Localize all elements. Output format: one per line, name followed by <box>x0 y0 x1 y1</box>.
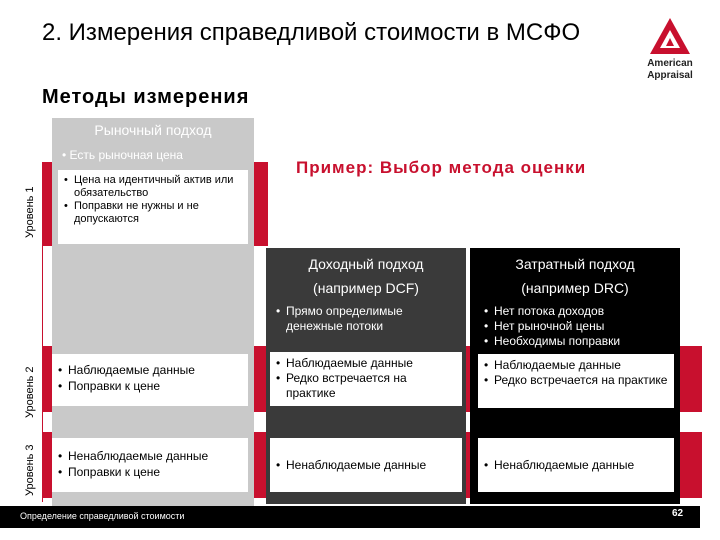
logo-line2: Appraisal <box>647 70 693 81</box>
list-item: • Редко встречается на практике <box>276 371 456 401</box>
cost-level3-box <box>478 438 674 492</box>
list-item: • Нет рыночной цены <box>484 319 674 334</box>
list-item: • Цена на идентичный актив или обязательство <box>64 174 242 200</box>
market-approach-header: Рыночный подход <box>94 122 212 138</box>
list-item: • Поправки к цене <box>58 464 242 480</box>
level-1-label: Уровень 1 <box>24 186 36 238</box>
level-2-label: Уровень 2 <box>24 366 36 418</box>
page-title: 2. Измерения справедливой стоимости в МСФО <box>42 19 581 46</box>
list-item: • Нет потока доходов <box>484 304 674 319</box>
market-level2-box <box>52 354 248 406</box>
list-item: • Редко встречается на практике <box>484 373 668 388</box>
page-number: 62 <box>672 508 684 519</box>
list-item: • Наблюдаемые данные <box>58 362 242 378</box>
list-item: • Ненаблюдаемые данные <box>58 448 242 464</box>
income-header-sub: (например DCF) <box>313 280 419 296</box>
list-item: • Ненаблюдаемые данные <box>276 458 456 473</box>
cost-header-area <box>470 256 680 296</box>
page-subtitle: Методы измерения <box>42 86 250 108</box>
example-title: Пример: Выбор метода оценки <box>296 158 587 177</box>
income-level2-box <box>270 352 462 406</box>
american-appraisal-logo <box>630 16 710 86</box>
cost-header: Затратный подход <box>515 256 635 272</box>
logo-line1: American <box>647 58 693 69</box>
market-level1-box <box>58 170 248 244</box>
list-item: • Наблюдаемые данные <box>484 358 668 373</box>
market-level1-bullet: • Есть рыночная цена <box>62 148 183 162</box>
income-level3-box <box>270 438 462 492</box>
footer-text: Определение справедливой стоимости <box>20 511 185 521</box>
income-header-area <box>266 256 466 296</box>
list-item: • Необходимы поправки <box>484 334 674 349</box>
list-item: • Поправки к цене <box>58 378 242 394</box>
list-item: • Ненаблюдаемые данные <box>484 458 668 473</box>
cost-level2-box <box>478 354 674 408</box>
level-3-label: Уровень 3 <box>24 444 36 496</box>
market-level1-bullet-text: Есть рыночная цена <box>69 148 183 162</box>
cost-top-list <box>484 304 674 349</box>
logo-triangle-icon <box>630 16 710 58</box>
list-item: • Прямо определимые денежные потоки <box>276 304 456 334</box>
income-top-list <box>276 304 456 334</box>
list-item: • Поправки не нужны и не допускаются <box>64 200 242 226</box>
income-header: Доходный подход <box>308 256 424 272</box>
cost-header-sub: (например DRC) <box>521 280 629 296</box>
list-item: • Наблюдаемые данные <box>276 356 456 371</box>
market-level3-box <box>52 438 248 492</box>
